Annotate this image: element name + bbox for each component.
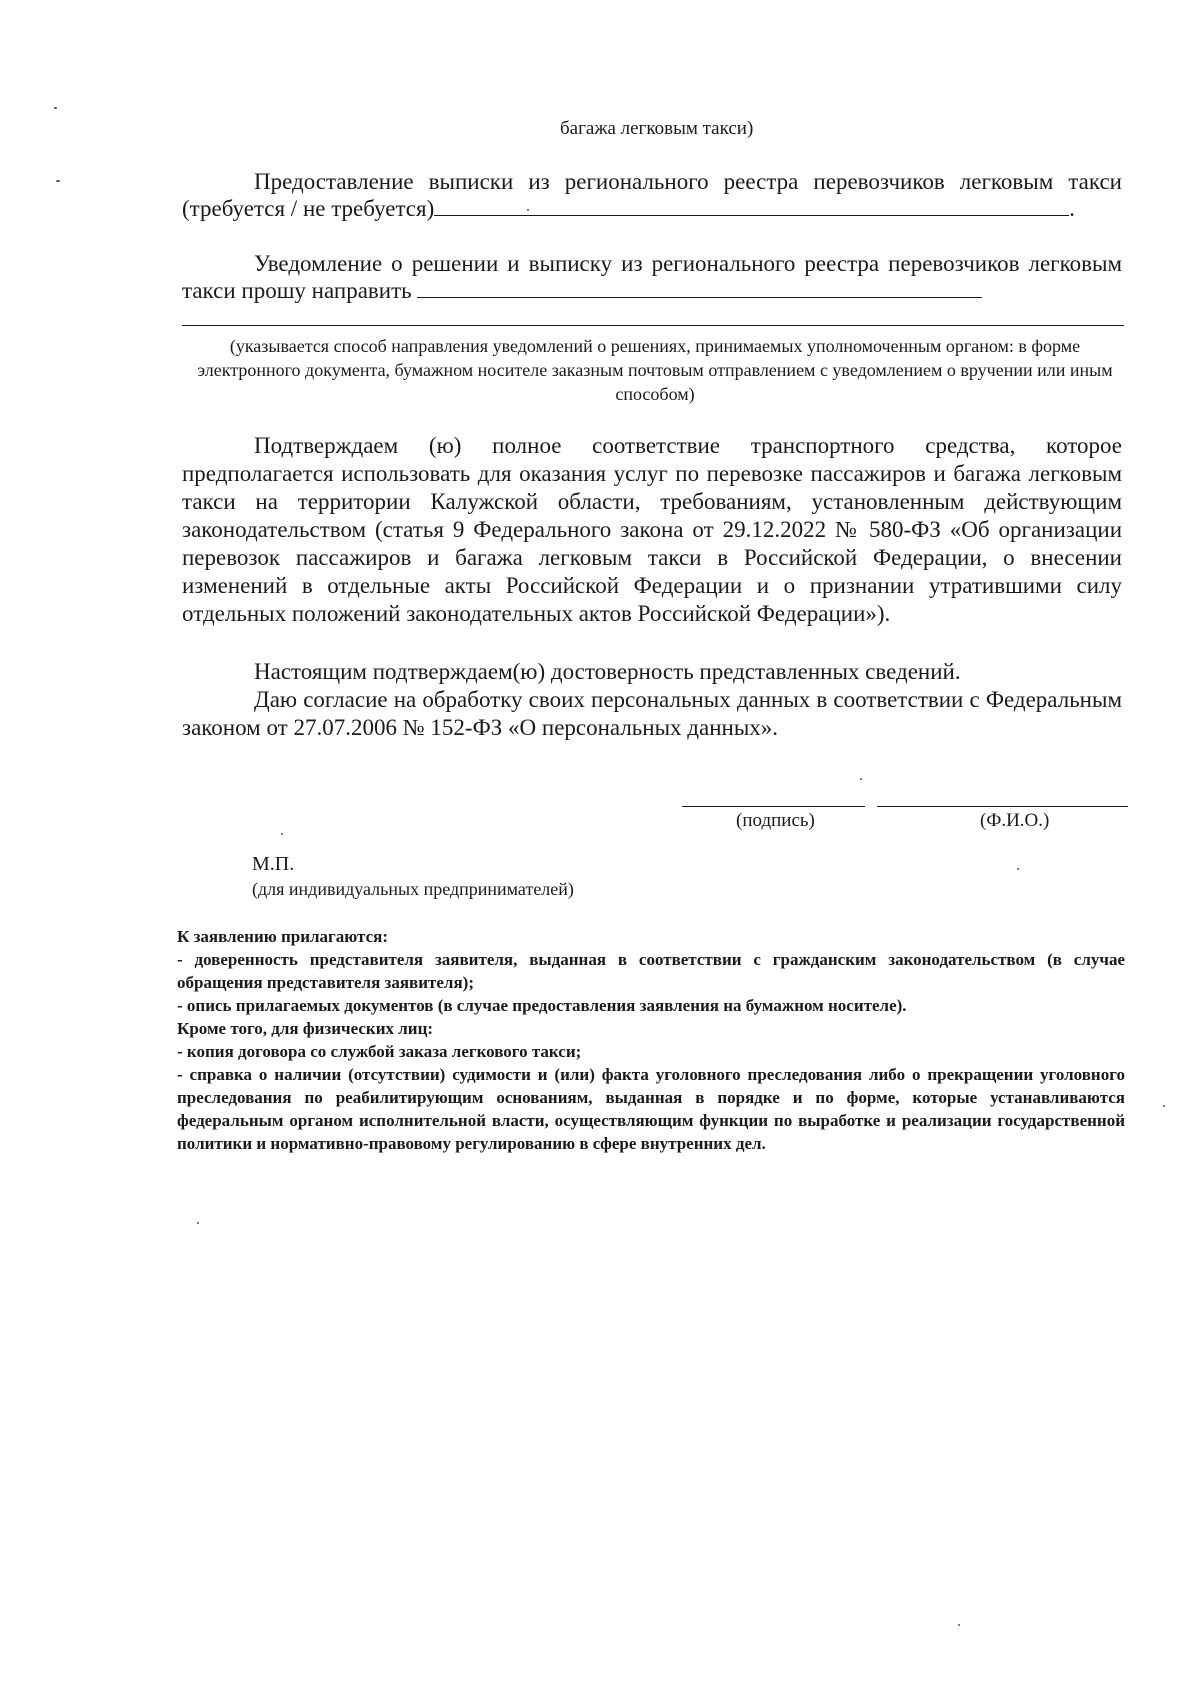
signature-label: (подпись)	[736, 810, 815, 831]
attachment-item: - справка о наличии (отсутствии) судимости и (или) факта уголовного преследования либо о прекращении уголовного преследования по реабилитирующим основаниям, выданная в порядке и по форме, которые устанавливаются федеральным органом исполнительной власти, осуществляющим функции по выработке и реализации государственной политики и нормативно-правовому регулированию в сфере внутренних дел.	[177, 1065, 1125, 1153]
signature-field[interactable]	[682, 806, 865, 807]
notification-method-field[interactable]	[417, 277, 982, 298]
attachments-subheading: Кроме того, для физических лиц:	[177, 1019, 434, 1038]
extract-request-field[interactable]	[434, 195, 1069, 216]
extract-request-paragraph	[182, 168, 1122, 222]
extract-request-text: Предоставление выписки из регионального реестра перевозчиков легковым такси (требуется / не требуется)	[182, 169, 1122, 221]
attachments-list	[177, 925, 1125, 1155]
scan-speck	[860, 778, 862, 780]
scan-speck	[1017, 868, 1019, 870]
reliability-paragraph: Настоящим подтверждаем(ю) достоверность представленных сведений.	[254, 659, 961, 684]
scan-speck	[197, 1222, 199, 1224]
notification-request-paragraph	[182, 250, 1122, 304]
scan-speck	[958, 1624, 960, 1626]
scan-speck	[56, 180, 60, 182]
fio-field[interactable]	[877, 806, 1128, 807]
extract-request-end: .	[1069, 196, 1076, 221]
attachment-item: - опись прилагаемых документов (в случае предоставления заявления на бумажном носителе).	[177, 996, 907, 1015]
attachments-heading: К заявлению прилагаются:	[177, 927, 389, 946]
scan-speck	[527, 209, 529, 211]
stamp-label: М.П.	[252, 853, 295, 875]
fio-label: (Ф.И.О.)	[980, 810, 1050, 831]
scan-speck	[281, 833, 283, 835]
notification-method-line[interactable]	[182, 325, 1124, 326]
scan-speck	[1163, 1105, 1165, 1107]
attachment-item: - доверенность представителя заявителя, выданная в соответствии с гражданским законодательством (в случае обращения представителя заявителя);	[177, 950, 1125, 992]
consent-paragraph: Даю согласие на обработку своих персональных данных в соответствии с Федеральным законом от 27.07.2006 № 152-ФЗ «О персональных данных».	[182, 687, 1122, 740]
attachment-item: - копия договора со службой заказа легкового такси;	[177, 1042, 582, 1061]
method-note: (указывается способ направления уведомлений о решениях, принимаемых уполномоченным органом: в форме электронного документа, бумажном носителе заказным почтовым отправлением с уведомлением о вручении или иным способом)	[197, 336, 1113, 404]
confirmation-paragraph: Подтверждаем (ю) полное соответствие транспортного средства, которое предполагается использовать для оказания услуг по перевозке пассажиров и багажа легковым такси на территории Калужской области, требованиям, установленным действующим законодательством (статья 9 Федерального закона от 29.12.2022 № 580-ФЗ «Об организации перевозок пассажиров и багажа легковым такси в Российской Федерации, о внесении изменений в отдельные акты Российской Федерации и о признании утратившими силу отдельных положений законодательных актов Российской Федерации»).	[182, 433, 1122, 626]
stamp-note: (для индивидуальных предпринимателей)	[252, 879, 574, 899]
scan-speck	[54, 107, 57, 109]
notification-request-text: Уведомление о решении и выписку из регионального реестра перевозчиков легковым такси прошу направить	[182, 251, 1122, 303]
continuation-text: багажа легковым такси)	[560, 118, 754, 139]
